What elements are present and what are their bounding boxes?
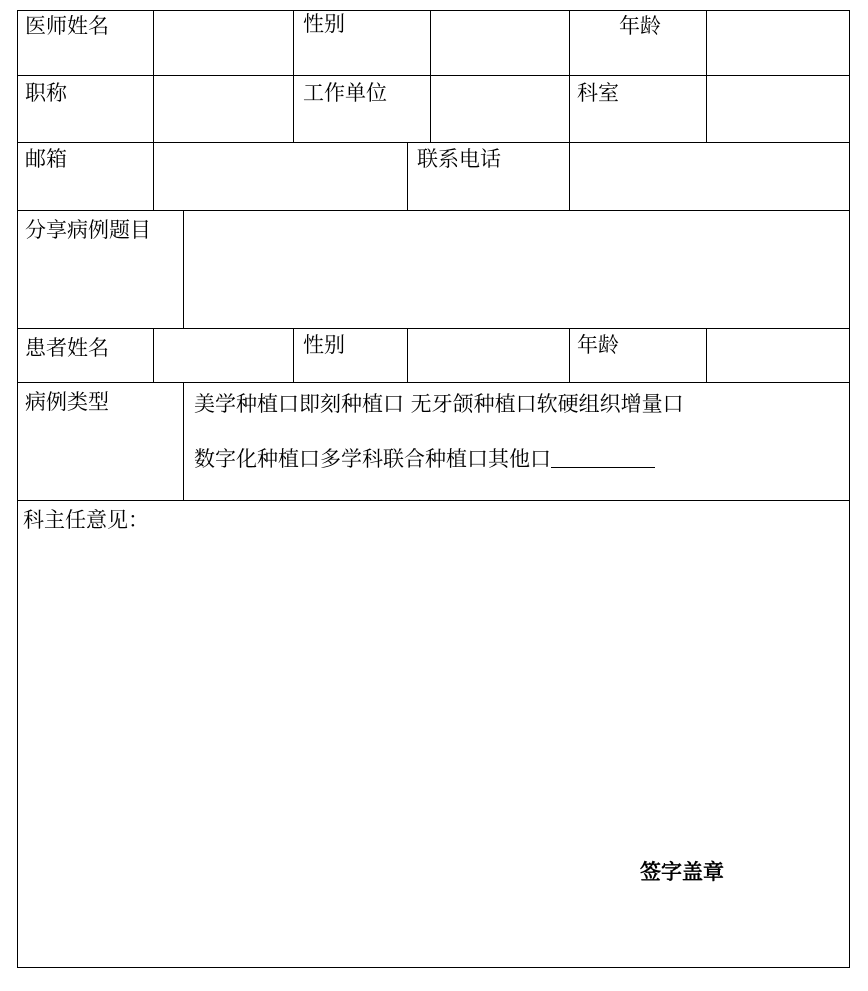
department-field[interactable] (707, 76, 849, 142)
col-divider (183, 382, 184, 500)
doctor-gender-field[interactable] (431, 11, 569, 75)
email-label: 邮箱 (25, 147, 67, 171)
title-label: 职称 (25, 81, 67, 105)
doctor-name-field[interactable] (154, 11, 293, 75)
doctor-age-label: 年龄 (619, 14, 661, 38)
case-topic-label: 分享病例题目 (25, 218, 151, 242)
case-type-label: 病例类型 (25, 390, 109, 414)
case-type-options-line2[interactable]: 数字化种植口多学科联合种植口其他口 (194, 447, 551, 471)
patient-name-label: 患者姓名 (25, 336, 109, 360)
signature-label: 签字盖章 (640, 859, 724, 884)
patient-age-label: 年龄 (577, 333, 619, 357)
case-type-options-line2-wrap (194, 447, 655, 471)
director-opinion-field[interactable] (18, 540, 849, 860)
doctor-age-field[interactable] (707, 11, 849, 75)
case-topic-field[interactable] (184, 211, 849, 328)
col-divider (569, 328, 570, 382)
application-form (17, 10, 850, 968)
case-type-options-line1[interactable]: 美学种植口即刻种植口 无牙颌种植口软硬组织增量口 (194, 392, 684, 416)
row-border-bottom (17, 967, 850, 968)
doctor-gender-label: 性别 (303, 12, 345, 36)
patient-age-field[interactable] (707, 329, 849, 382)
col-border-right (849, 10, 850, 968)
phone-field[interactable] (570, 143, 849, 210)
title-field[interactable] (154, 76, 293, 142)
workplace-label: 工作单位 (303, 81, 387, 105)
workplace-field[interactable] (431, 76, 569, 142)
patient-gender-label: 性别 (303, 333, 345, 357)
patient-name-field[interactable] (154, 329, 293, 382)
email-field[interactable] (154, 143, 407, 210)
doctor-name-label: 医师姓名 (25, 14, 109, 38)
row-border-5 (17, 382, 850, 383)
department-label: 科室 (577, 81, 619, 105)
row-border-6 (17, 500, 850, 501)
col-divider (293, 328, 294, 382)
col-divider (293, 10, 294, 142)
director-opinion-label: 科主任意见： (23, 508, 149, 532)
other-type-blank[interactable] (551, 447, 655, 468)
col-divider (407, 142, 408, 210)
phone-label: 联系电话 (417, 147, 501, 171)
patient-gender-field[interactable] (408, 329, 569, 382)
